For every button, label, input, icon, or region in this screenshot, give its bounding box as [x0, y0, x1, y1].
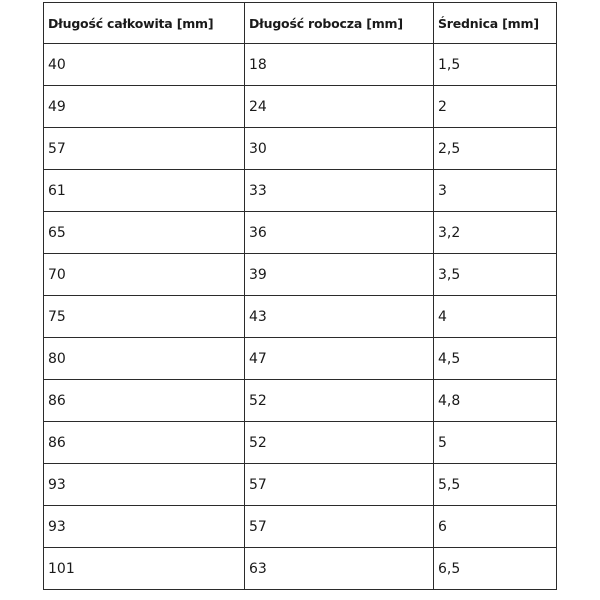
cell-working-length: 36	[245, 212, 434, 254]
cell-total-length: 101	[44, 548, 245, 590]
table-row	[44, 464, 557, 506]
cell-total-length: 57	[44, 128, 245, 170]
table-row	[44, 44, 557, 86]
header-row	[44, 3, 557, 44]
cell-working-length: 47	[245, 338, 434, 380]
cell-total-length: 93	[44, 506, 245, 548]
cell-working-length: 57	[245, 464, 434, 506]
cell-diameter: 4	[434, 296, 557, 338]
cell-diameter: 3	[434, 170, 557, 212]
table-row	[44, 254, 557, 296]
cell-diameter: 3,2	[434, 212, 557, 254]
cell-working-length: 39	[245, 254, 434, 296]
cell-diameter: 5,5	[434, 464, 557, 506]
cell-total-length: 80	[44, 338, 245, 380]
cell-total-length: 65	[44, 212, 245, 254]
table-row	[44, 506, 557, 548]
cell-working-length: 52	[245, 422, 434, 464]
cell-working-length: 43	[245, 296, 434, 338]
header-diameter: Średnica [mm]	[434, 3, 557, 44]
cell-total-length: 70	[44, 254, 245, 296]
cell-total-length: 93	[44, 464, 245, 506]
cell-total-length: 75	[44, 296, 245, 338]
table-row	[44, 170, 557, 212]
cell-total-length: 40	[44, 44, 245, 86]
cell-diameter: 4,5	[434, 338, 557, 380]
table-row	[44, 86, 557, 128]
cell-diameter: 6	[434, 506, 557, 548]
cell-working-length: 24	[245, 86, 434, 128]
cell-total-length: 86	[44, 422, 245, 464]
table-row	[44, 212, 557, 254]
cell-total-length: 86	[44, 380, 245, 422]
cell-working-length: 52	[245, 380, 434, 422]
table-row	[44, 296, 557, 338]
cell-diameter: 2	[434, 86, 557, 128]
cell-working-length: 63	[245, 548, 434, 590]
cell-diameter: 5	[434, 422, 557, 464]
cell-diameter: 2,5	[434, 128, 557, 170]
cell-diameter: 6,5	[434, 548, 557, 590]
cell-working-length: 57	[245, 506, 434, 548]
cell-diameter: 3,5	[434, 254, 557, 296]
cell-working-length: 30	[245, 128, 434, 170]
table-row	[44, 380, 557, 422]
cell-total-length: 49	[44, 86, 245, 128]
header-total-length: Długość całkowita [mm]	[44, 3, 245, 44]
table-row	[44, 338, 557, 380]
drill-bit-size-table	[43, 2, 557, 590]
table-body	[44, 44, 557, 590]
cell-diameter: 1,5	[434, 44, 557, 86]
header-working-length: Długość robocza [mm]	[245, 3, 434, 44]
cell-total-length: 61	[44, 170, 245, 212]
cell-working-length: 18	[245, 44, 434, 86]
cell-working-length: 33	[245, 170, 434, 212]
table-header	[44, 3, 557, 44]
table-row	[44, 128, 557, 170]
cell-diameter: 4,8	[434, 380, 557, 422]
table-row	[44, 422, 557, 464]
table-row	[44, 548, 557, 590]
